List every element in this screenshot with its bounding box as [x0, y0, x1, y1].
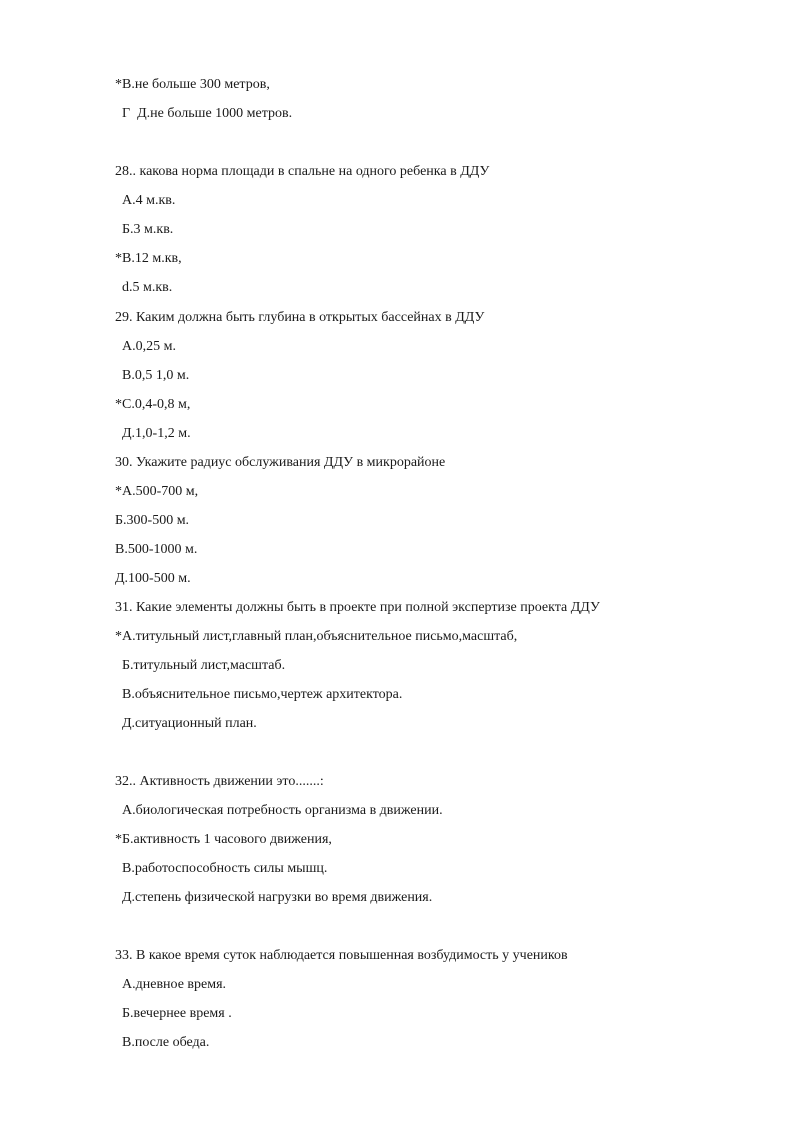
answer-option: Д.1,0-1,2 м. [115, 426, 191, 441]
answer-option-correct: *А.титульный лист,главный план,объяснительное письмо,масштаб, [115, 629, 518, 644]
text-line: Г Д.не больше 1000 метров. [115, 106, 293, 121]
answer-option: В.объяснительное письмо,чертеж архитектора. [115, 687, 403, 702]
answer-option: Б.3 м.кв. [115, 222, 174, 237]
answer-option: А.0,25 м. [115, 339, 176, 354]
answer-option: Д.ситуационный план. [115, 716, 257, 731]
question-31: 31. Какие элементы должны быть в проекте при полной экспертизе проекта ДДУ [115, 600, 600, 615]
answer-option-correct: *Б.активность 1 часового движения, [115, 832, 332, 847]
answer-option: Д.100-500 м. [115, 571, 191, 586]
question-30: 30. Укажите радиус обслуживания ДДУ в микрорайоне [115, 455, 446, 470]
answer-option: А.дневное время. [115, 977, 227, 992]
answer-option: Д.степень физической нагрузки во время движения. [115, 890, 433, 905]
answer-option: В.0,5 1,0 м. [115, 368, 190, 383]
question-32: 32.. Активность движении это.......: [115, 774, 324, 789]
answer-option-correct: *А.500-700 м, [115, 484, 199, 499]
answer-option: А.4 м.кв. [115, 193, 176, 208]
answer-option: В.500-1000 м. [115, 542, 198, 557]
answer-option: Б.титульный лист,масштаб. [115, 658, 286, 673]
answer-option: В.после обеда. [115, 1035, 210, 1050]
answer-option: d.5 м.кв. [115, 280, 173, 295]
answer-option: А.биологическая потребность организма в движении. [115, 803, 443, 818]
answer-option: В.работоспособность силы мышц. [115, 861, 328, 876]
answer-option: Б.вечернее время . [115, 1006, 232, 1021]
question-28: 28.. какова норма площади в спальне на одного ребенка в ДДУ [115, 164, 490, 179]
answer-option-correct: *С.0,4-0,8 м, [115, 397, 191, 412]
text-line: *В.не больше 300 метров, [115, 77, 270, 92]
answer-option: Б.300-500 м. [115, 513, 190, 528]
answer-option-correct: *В.12 м.кв, [115, 251, 182, 266]
question-29: 29. Каким должна быть глубина в открытых бассейнах в ДДУ [115, 310, 485, 325]
question-33: 33. В какое время суток наблюдается повышенная возбудимость у учеников [115, 948, 568, 963]
